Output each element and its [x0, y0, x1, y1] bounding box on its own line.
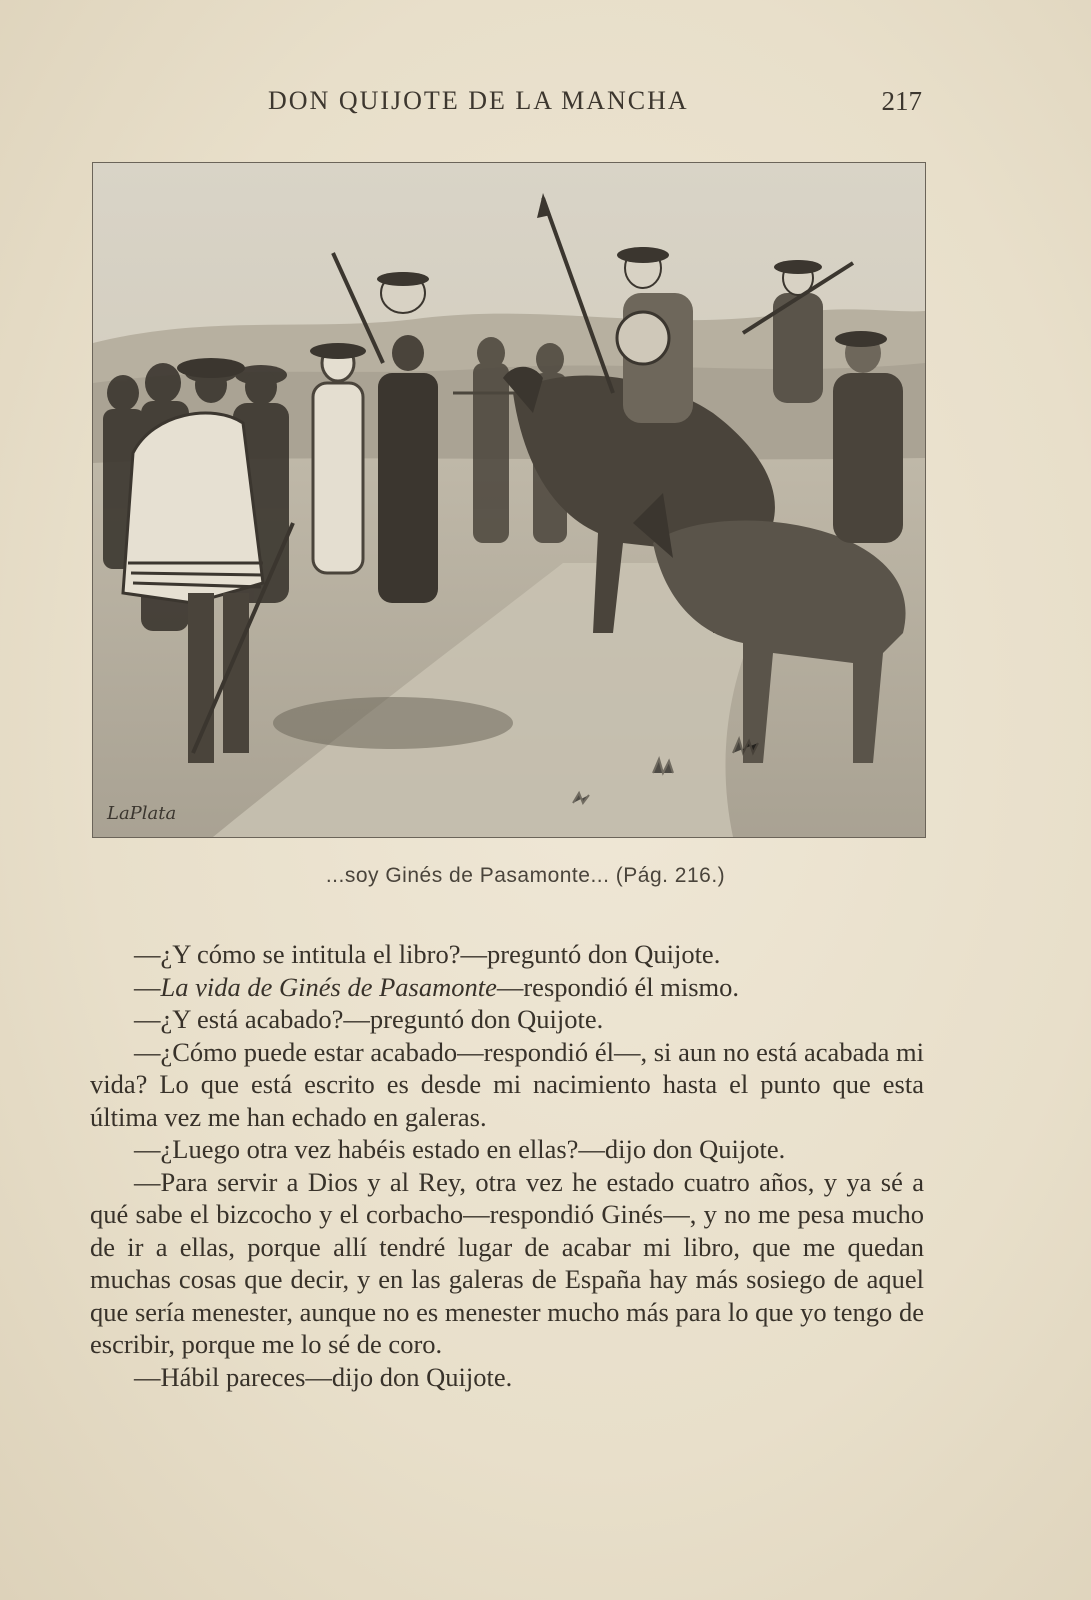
- illustration-drawing: [93, 163, 925, 837]
- paragraph-text: —¿Cómo puede estar acabado—respondió él—, si aun no está acabada mi vida? Lo que está escrito es desde mi nacimiento hasta el punto que esta última vez me han echado en galeras.: [90, 1036, 924, 1132]
- book-title-italic: La vida de Ginés de Pasamonte: [160, 971, 497, 1002]
- body-text: [90, 938, 924, 1393]
- running-header: [90, 86, 922, 126]
- artist-signature: LaPlata: [107, 803, 177, 824]
- paragraph: [90, 1036, 924, 1134]
- paragraph: [90, 1133, 924, 1166]
- paragraph-text: —¿Y está acabado?—preguntó don Quijote.: [134, 1004, 604, 1034]
- paragraph-text: —¿Luego otra vez habéis estado en ellas?—dijo don Quijote.: [134, 1134, 786, 1164]
- paragraph: [90, 1003, 924, 1036]
- paragraph-text: —Para servir a Dios y al Rey, otra vez he estado cuatro años, y ya sé a qué sabe el bizcocho y el corbacho—respondió Ginés—, y no me pesa mucho de ir a ellas, porque allí tendré lugar de acabar mi libro, que me quedan muchas cosas que decir, y en las galeras de España hay más sosiego de aquel que sería menester, aunque no es menester mucho más para lo que yo tengo de escribir, porque me lo sé de coro.: [90, 1166, 924, 1359]
- paragraph-text: —: [134, 971, 161, 1002]
- paragraph: [90, 971, 924, 1004]
- paragraph: [90, 1166, 924, 1361]
- paragraph-text-after: —respondió él mismo.: [496, 971, 740, 1002]
- running-title: DON QUIJOTE DE LA MANCHA: [268, 86, 689, 115]
- paragraph: [90, 938, 924, 971]
- paragraph-text: —Hábil pareces—dijo don Quijote.: [134, 1361, 513, 1392]
- engraving-illustration: [92, 162, 926, 838]
- illustration-caption: [0, 864, 1091, 888]
- paragraph-text: —¿Y cómo se intitula el libro?—preguntó don Quijote.: [134, 939, 721, 969]
- caption-text: ...soy Ginés de Pasamonte... (Pág. 216.): [325, 864, 726, 887]
- paragraph: [90, 1361, 924, 1394]
- page-number: 217: [881, 86, 922, 116]
